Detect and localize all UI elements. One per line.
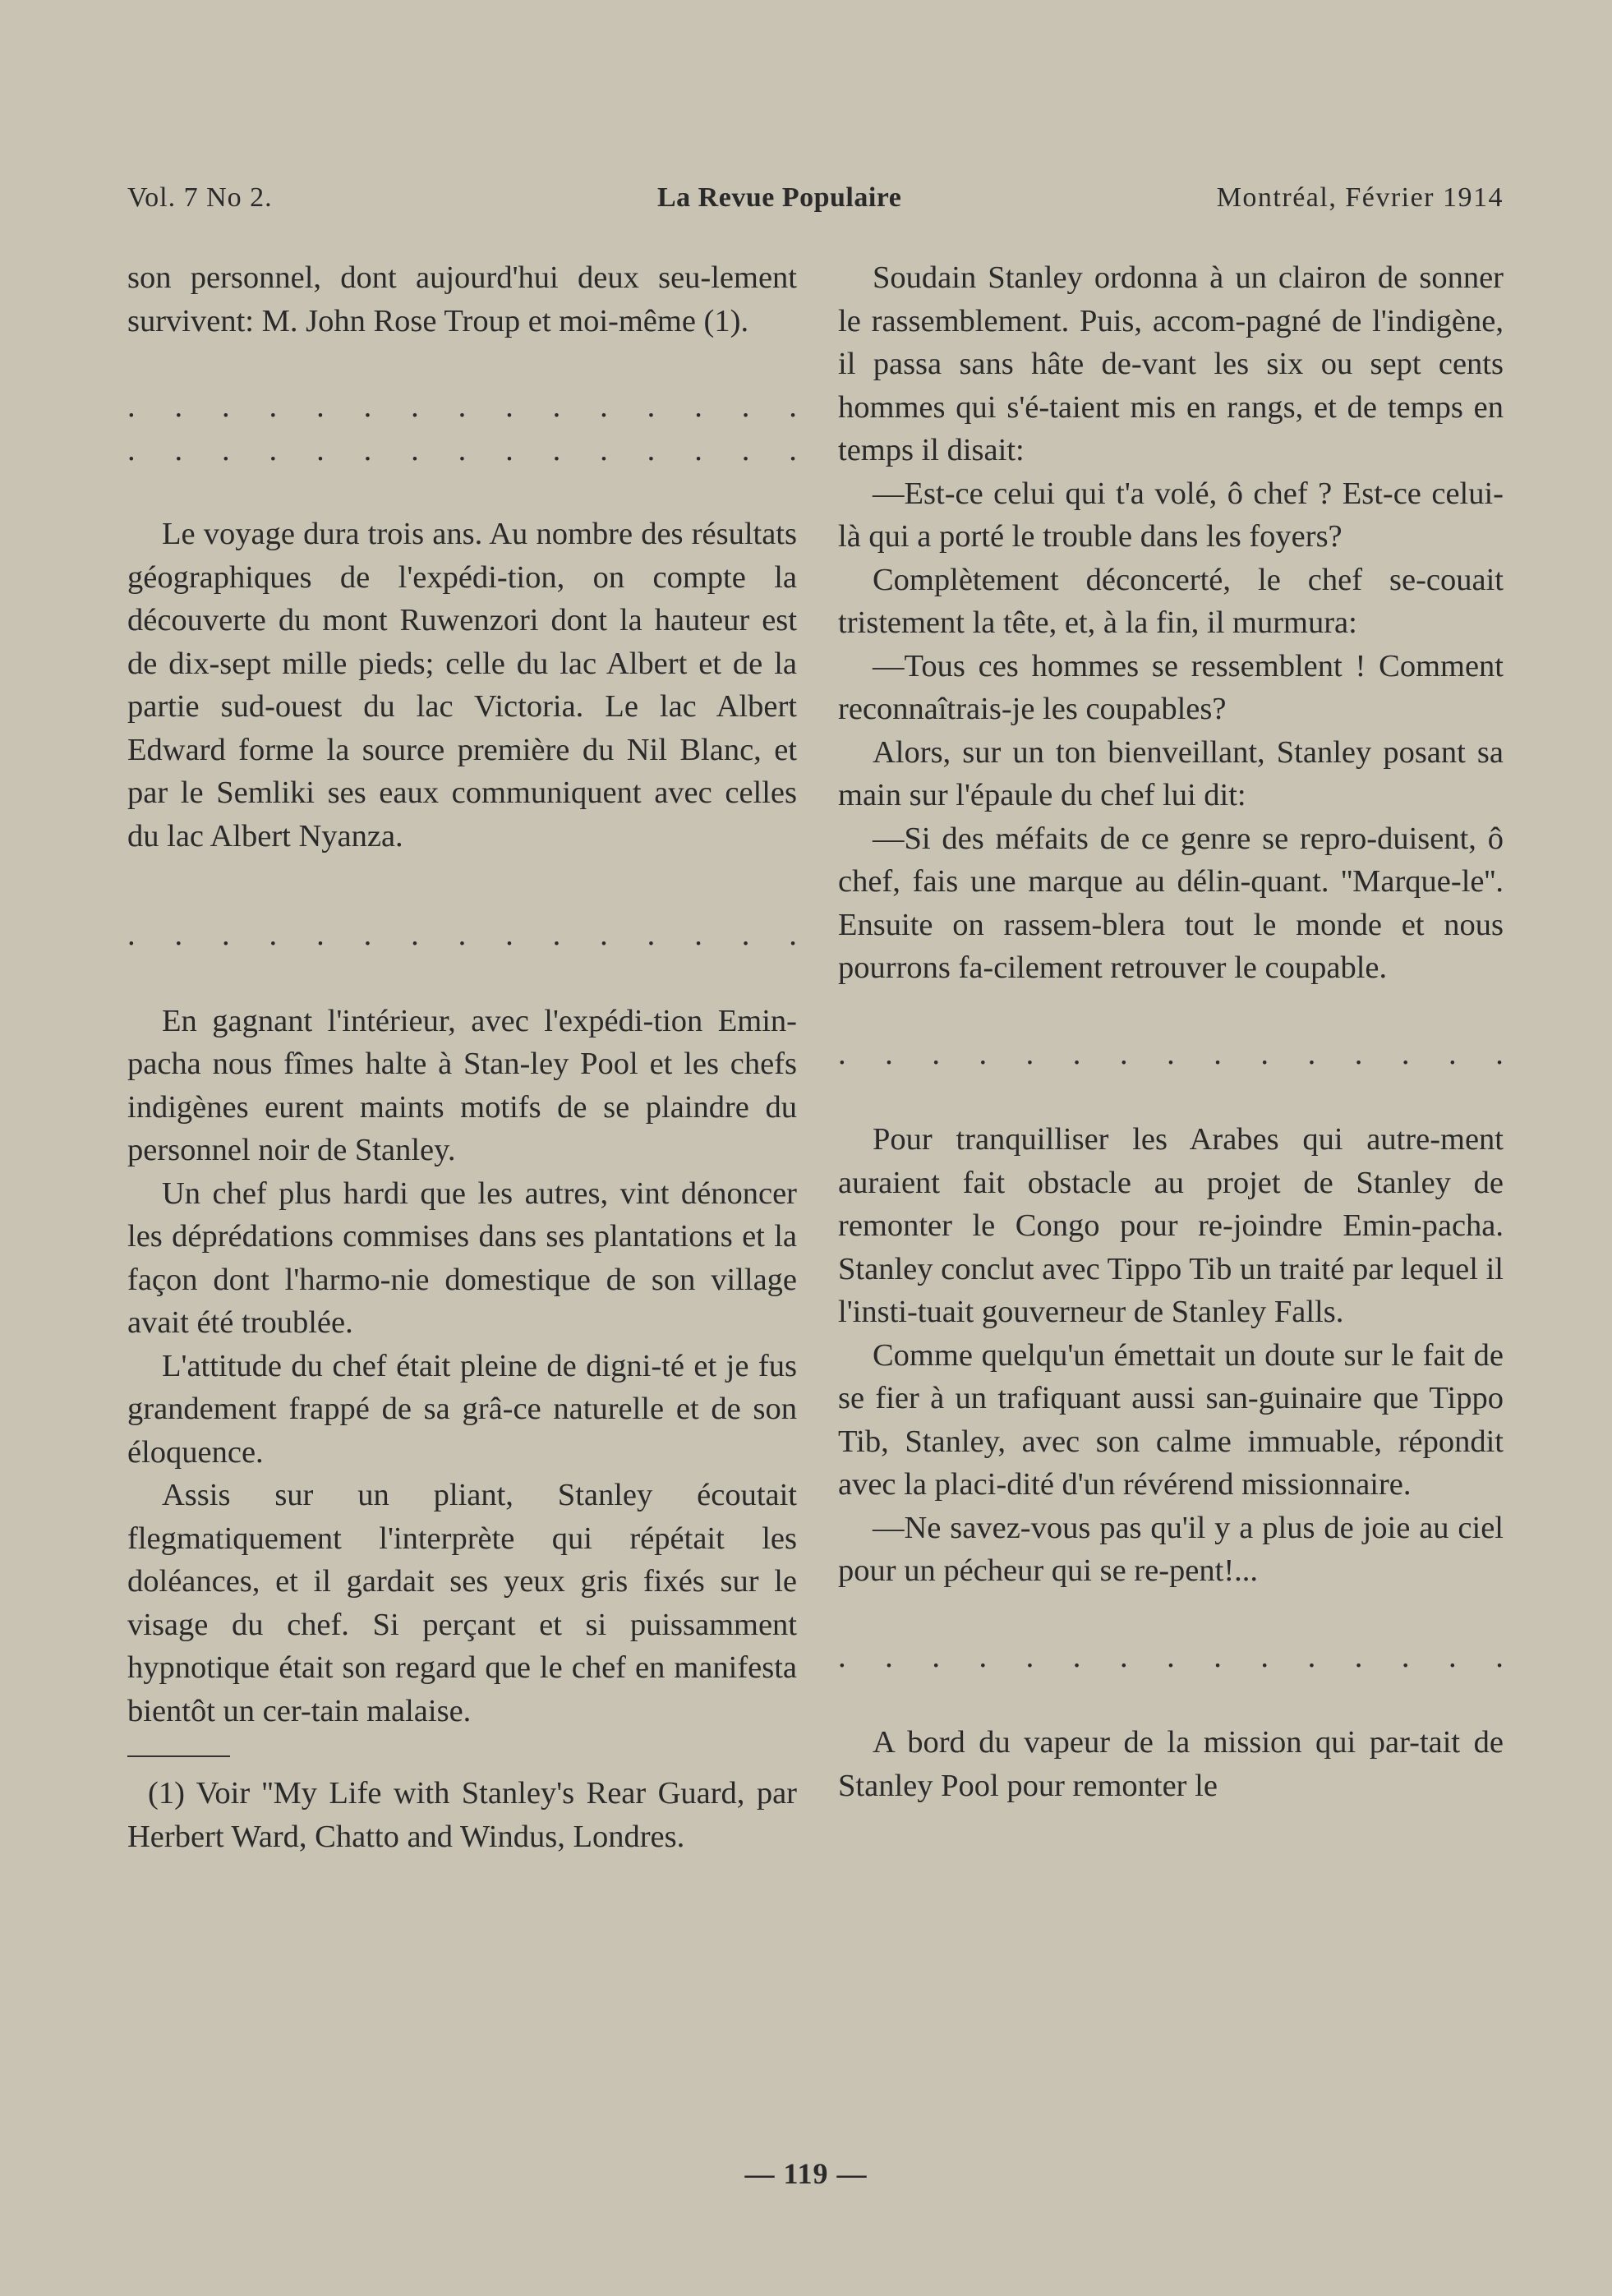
paragraph: Un chef plus hardi que les autres, vint dénoncer les déprédations commises dans ses plantations et la façon dont l'harmo-nie domestique de son village avait été troublée.: [127, 1176, 797, 1340]
paragraph: Complètement déconcerté, le chef se-couait tristement la tête, et, à la fin, il murmura:: [838, 562, 1504, 640]
paragraph: —Si des méfaits de ce genre se repro-duisent, ô chef, fais une marque au délin-quant. ''Marque-le''. Ensuite on rassem-blera tout le monde et nous pourrons fa-cilement retrouver le coupable.: [838, 821, 1504, 985]
paragraph: Pour tranquilliser les Arabes qui autre-ment auraient fait obstacle au projet de Stanley de remonter le Congo pour re-joindre Emin-pacha. Stanley conclut avec Tippo Tib un traité par lequel il l'insti-tuait gouverneur de Stanley Falls.: [838, 1122, 1504, 1329]
footnote-rule: [127, 1755, 230, 1757]
journal-title: La Revue Populaire: [657, 182, 902, 213]
paragraph: L'attitude du chef était pleine de digni-té et je fus grandement frappé de sa grâ-ce naturelle et de son éloquence.: [127, 1348, 797, 1470]
paragraph: son personnel, dont aujourd'hui deux seu-lement survivent: M. John Rose Troup et moi-même (1).: [127, 260, 797, 338]
ellipsis-row: . . . . . . . . . . . . . . .: [838, 1036, 1504, 1071]
left-column: [127, 256, 797, 1858]
volume-number: Vol. 7 No 2.: [127, 182, 273, 213]
paragraph: Assis sur un pliant, Stanley écoutait flegmatiquement l'interprète qui répétait les doléances, et il gardait ses yeux gris fixés sur le visage du chef. Si perçant et si puissamment hypnotique était son regard que le chef en manifesta bientôt un cer-tain malaise.: [127, 1478, 797, 1728]
paragraph: Alors, sur un ton bienveillant, Stanley posant sa main sur l'épaule du chef lui dit:: [838, 734, 1504, 812]
paragraph: Soudain Stanley ordonna à un clairon de sonner le rassemblement. Puis, accom-pagné de l'indigène, il passa sans hâte de-vant les six ou sept cents hommes qui s'é-taient mis en rangs, et de temps en temps il disait:: [838, 260, 1504, 467]
footnote: (1) Voir ''My Life with Stanley's Rear Guard, par Herbert Ward, Chatto and Windus, Londres.: [127, 1776, 797, 1854]
ellipsis-row: . . . . . . . . . . . . . . .: [127, 389, 797, 424]
page-number: — 119 —: [744, 2157, 868, 2190]
paragraph: —Tous ces hommes se ressemblent ! Comment reconnaîtrais-je les coupables?: [838, 648, 1504, 726]
ellipsis-row: . . . . . . . . . . . . . . .: [838, 1639, 1504, 1674]
ellipsis-row: . . . . . . . . . . . . . . .: [127, 432, 797, 467]
paragraph: —Est-ce celui qui t'a volé, ô chef ? Est-ce celui-là qui a porté le trouble dans les foyers?: [838, 476, 1504, 554]
paragraph: Comme quelqu'un émettait un doute sur le fait de se fier à un trafiquant aussi san-guinaire que Tippo Tib, Stanley, avec son calme immuable, répondit avec la placi-dité d'un révérend missionnaire.: [838, 1337, 1504, 1502]
place-date: Montréal, Février 1914: [1216, 182, 1504, 213]
right-column: [838, 256, 1504, 1807]
running-header: [127, 182, 1504, 223]
paragraph: Le voyage dura trois ans. Au nombre des résultats géographiques de l'expédi-tion, on compte la découverte du mont Ruwenzori dont la hauteur est de dix-sept mille pieds; celle du lac Albert et de la partie sud-ouest du lac Victoria. Le lac Albert Edward forme la source première du Nil Blanc, et par le Semliki ses eaux communiquent avec celles du lac Albert Nyanza.: [127, 517, 797, 854]
ellipsis-row: . . . . . . . . . . . . . . .: [127, 918, 797, 952]
paragraph: A bord du vapeur de la mission qui par-tait de Stanley Pool pour remonter le: [838, 1725, 1504, 1803]
paragraph: —Ne savez-vous pas qu'il y a plus de joie au ciel pour un pécheur qui se re-pent!...: [838, 1510, 1504, 1588]
paragraph: En gagnant l'intérieur, avec l'expédi-tion Emin-pacha nous fîmes halte à Stan-ley Pool et les chefs indigènes eurent maints motifs de se plaindre du personnel noir de Stanley.: [127, 1003, 797, 1167]
